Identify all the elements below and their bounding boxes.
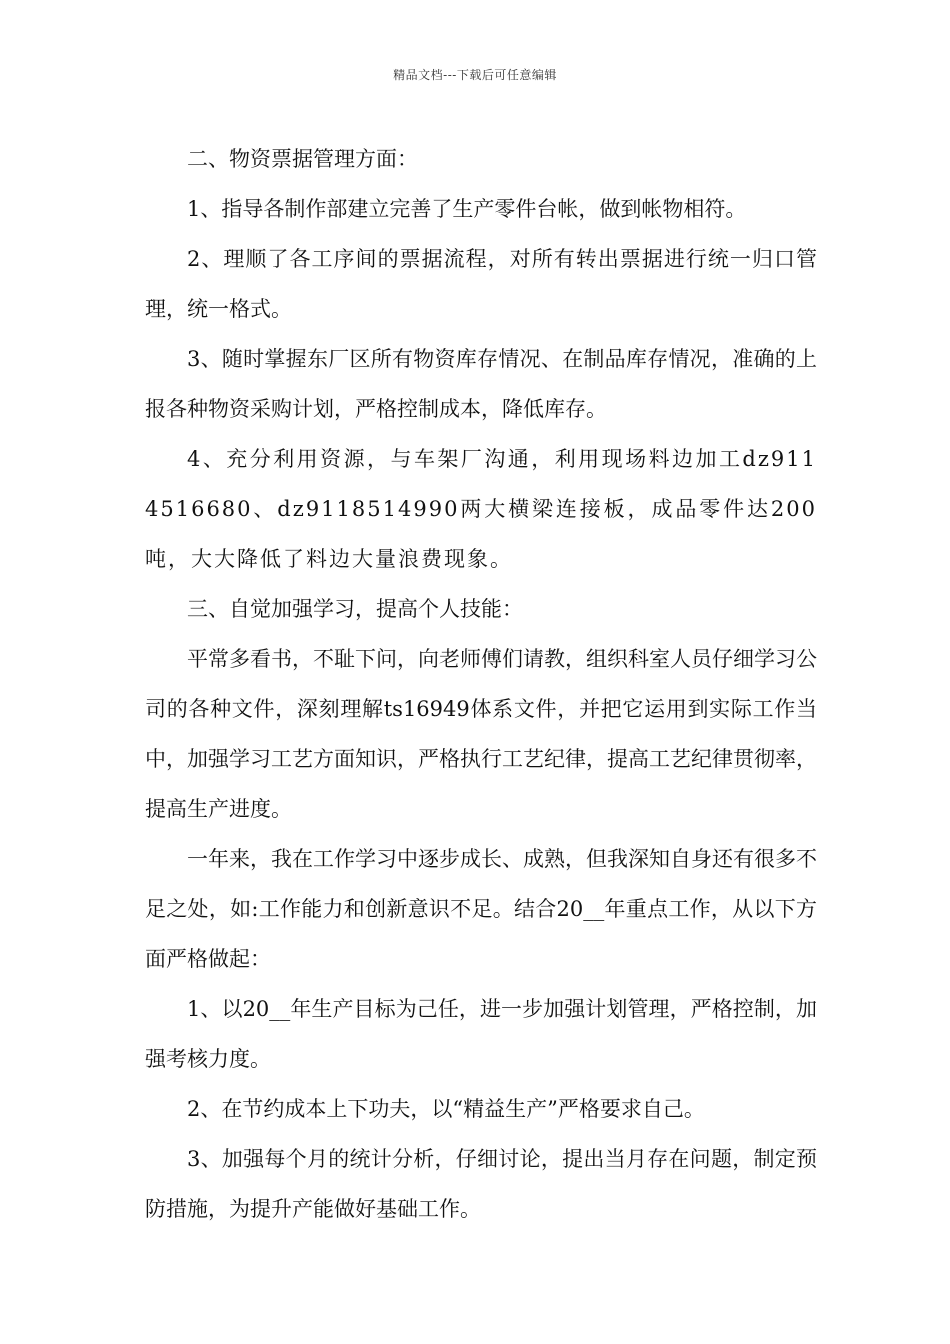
paragraph-learning: 平常多看书，不耻下问，向老师傅们请教，组织科室人员仔细学习公司的各种文件，深刻理解ts16949体系文件，并把它运用到实际工作当中，加强学习工艺方面知识，严格执行工艺纪律，提高工艺纪律贯彻率，提高生产进度。 bbox=[145, 647, 817, 821]
paragraph-summary: 一年来，我在工作学习中逐步成长、成熟，但我深知自身还有很多不足之处，如:工作能力和创新意识不足。结合20__年重点工作，从以下方面严格做起： bbox=[145, 847, 817, 971]
paragraph-item-4: 4、充分利用资源，与车架厂沟通，利用现场料边加工dz9114516680、dz9118514990两大横梁连接板，成品零件达200吨，大大降低了料边大量浪费现象。 bbox=[145, 447, 817, 571]
paragraph-item-3: 3、随时掌握东厂区所有物资库存情况、在制品库存情况，准确的上报各种物资采购计划，严格控制成本，降低库存。 bbox=[145, 347, 817, 421]
paragraph-item-2: 2、理顺了各工序间的票据流程，对所有转出票据进行统一归口管理，统一格式。 bbox=[145, 247, 817, 321]
paragraph-plan-1: 1、以20__年生产目标为己任，进一步加强计划管理，严格控制，加强考核力度。 bbox=[145, 997, 817, 1071]
paragraph-item-1: 1、指导各制作部建立完善了生产零件台帐，做到帐物相符。 bbox=[187, 197, 747, 221]
paragraph-plan-2: 2、在节约成本上下功夫，以“精益生产”严格要求自己。 bbox=[187, 1097, 705, 1121]
section-heading-materials: 二、物资票据管理方面： bbox=[187, 147, 418, 171]
paragraph-plan-3: 3、加强每个月的统计分析，仔细讨论，提出当月存在问题，制定预防措施，为提升产能做好基础工作。 bbox=[145, 1147, 817, 1221]
page-header: 精品文档---下载后可任意编辑 bbox=[393, 68, 557, 82]
section-heading-learning: 三、自觉加强学习，提高个人技能： bbox=[187, 597, 523, 621]
document-body bbox=[145, 134, 817, 1234]
